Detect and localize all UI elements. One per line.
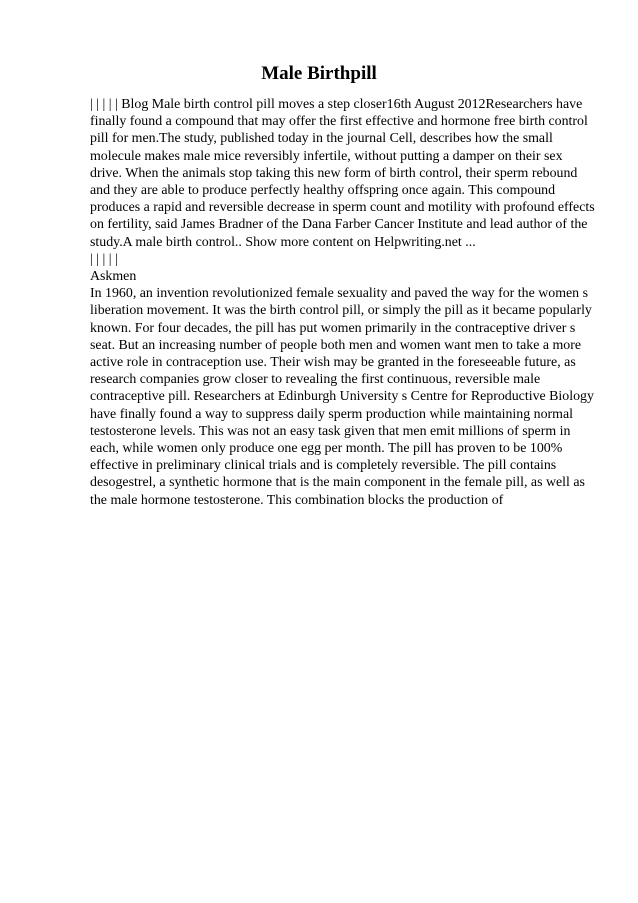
body-paragraph: In 1960, an invention revolutionized female sexuality and paved the way for the women s liberation movement. It was the birth control pill, or simply the pill as it became popularly known. For four decades, the pill has put women primarily in the contraceptive driver s seat. But an increasing number of people both men and women want men to take a more active role in contraception use. Their wish may be granted in the foreseeable future, as research companies grow closer to revealing the first continuous, reversible male contraceptive pill. Researchers at Edinburgh University s Centre for Reproductive Biology have finally found a way to suppress daily sperm production while maintaining normal testosterone levels. This was not an easy task given that men emit millions of sperm in each, while women only produce one egg per month. The pill has proven to be 100% effective in preliminary clinical trials and is completely reversible. The pill contains desogestrel, a synthetic hormone that is the main component in the female pill, as well as the male hormone testosterone. This combination blocks the production of: [90, 286, 594, 508]
separator-line: | | | | |: [90, 251, 118, 267]
source-label: Askmen: [90, 269, 137, 285]
page-title: Male Birthpill: [261, 63, 377, 84]
document-body: [90, 96, 595, 509]
intro-paragraph: | | | | | Blog Male birth control pill moves a step closer16th August 2012Researchers have finally found a compound that may offer the first effective and hormone free birth control pill for men.The study, published today in the journal Cell, describes how the small molecule makes male mice reversibly infertile, without putting a damper on their sex drive. When the animals stop taking this new form of birth control, their sperm rebound and they are able to produce perfectly healthy offspring once again. This compound produces a rapid and reversible decrease in sperm count and motility with profound effects on fertility, said James Bradner of the Dana Farber Cancer Institute and lead author of the study.A male birth control.. Show more content on Helpwriting.net ...: [90, 97, 595, 250]
